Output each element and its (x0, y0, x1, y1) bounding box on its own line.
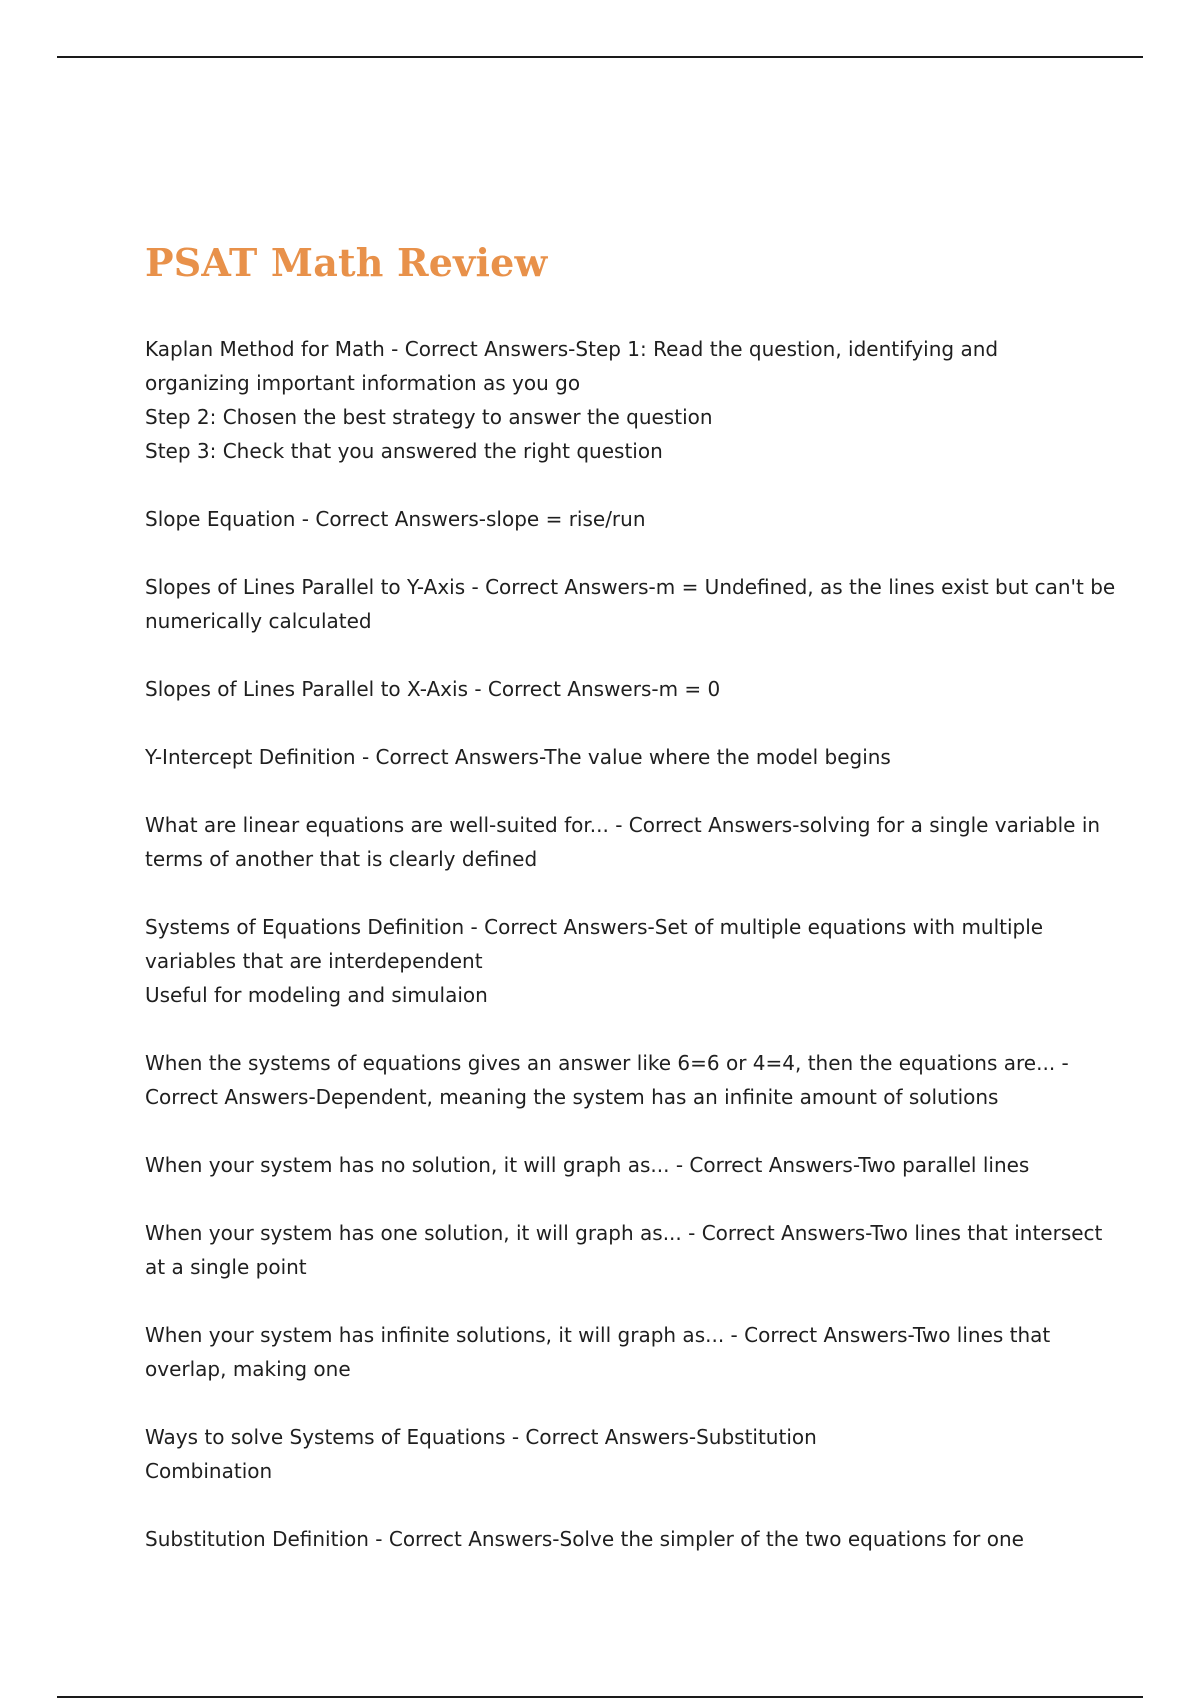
qa-entry-one-solution (145, 1216, 1103, 1284)
entry-line: When your system has one solution, it will graph as... - Correct Answers-Two lines that intersect (145, 1221, 1103, 1245)
entry-line: Correct Answers-Dependent, meaning the system has an infinite amount of solutions (145, 1085, 999, 1109)
entry-line: Step 3: Check that you answered the right question (145, 439, 663, 463)
entry-line: Systems of Equations Definition - Correct Answers-Set of multiple equations with multiple (145, 915, 1044, 939)
qa-entry-kaplan-method (145, 332, 1100, 468)
qa-entry-y-intercept (145, 740, 1100, 774)
entry-line: terms of another that is clearly defined (145, 847, 538, 871)
footer-rule (57, 1696, 1143, 1698)
qa-entry-ways-to-solve (145, 1420, 1100, 1488)
entry-line: numerically calculated (145, 609, 372, 633)
entry-line: overlap, making one (145, 1357, 351, 1381)
entry-line: When your system has infinite solutions, it will graph as... - Correct Answers-Two lines that (145, 1323, 1051, 1347)
entry-line: Slopes of Lines Parallel to Y-Axis - Correct Answers-m = Undefined, as the lines exist but can't be (145, 575, 1116, 599)
qa-entry-substitution-definition (145, 1522, 1100, 1556)
entry-line: Kaplan Method for Math - Correct Answers-Step 1: Read the question, identifying and (145, 337, 999, 361)
entry-line: When the systems of equations gives an answer like 6=6 or 4=4, then the equations are... - (145, 1051, 1069, 1075)
document-body (145, 332, 1116, 1590)
entry-line: variables that are interdependent (145, 949, 483, 973)
entry-line: at a single point (145, 1255, 307, 1279)
entry-line: Substitution Definition - Correct Answers-Solve the simpler of the two equations for one (145, 1527, 1024, 1551)
header-rule (57, 56, 1143, 58)
entry-line: When your system has no solution, it will graph as... - Correct Answers-Two parallel lines (145, 1153, 1030, 1177)
entry-line: Ways to solve Systems of Equations - Correct Answers-Substitution (145, 1425, 817, 1449)
qa-entry-slope-y-axis (145, 570, 1116, 638)
entry-line: Useful for modeling and simulaion (145, 983, 488, 1007)
entry-line: Slope Equation - Correct Answers-slope = rise/run (145, 507, 646, 531)
qa-entry-slope-equation (145, 502, 1100, 536)
document-title: PSAT Math Review (145, 240, 548, 285)
qa-entry-slope-x-axis (145, 672, 1100, 706)
entry-line: Step 2: Chosen the best strategy to answer the question (145, 405, 713, 429)
qa-entry-linear-equations (145, 808, 1100, 876)
entry-line: organizing important information as you go (145, 371, 581, 395)
qa-entry-no-solution (145, 1148, 1100, 1182)
entry-line: Slopes of Lines Parallel to X-Axis - Correct Answers-m = 0 (145, 677, 721, 701)
qa-entry-infinite-solutions (145, 1318, 1100, 1386)
qa-entry-systems-definition (145, 910, 1100, 1012)
qa-entry-dependent-system (145, 1046, 1100, 1114)
entry-line: Combination (145, 1459, 273, 1483)
entry-line: Y-Intercept Definition - Correct Answers-The value where the model begins (145, 745, 891, 769)
entry-line: What are linear equations are well-suited for... - Correct Answers-solving for a single variable in (145, 813, 1101, 837)
